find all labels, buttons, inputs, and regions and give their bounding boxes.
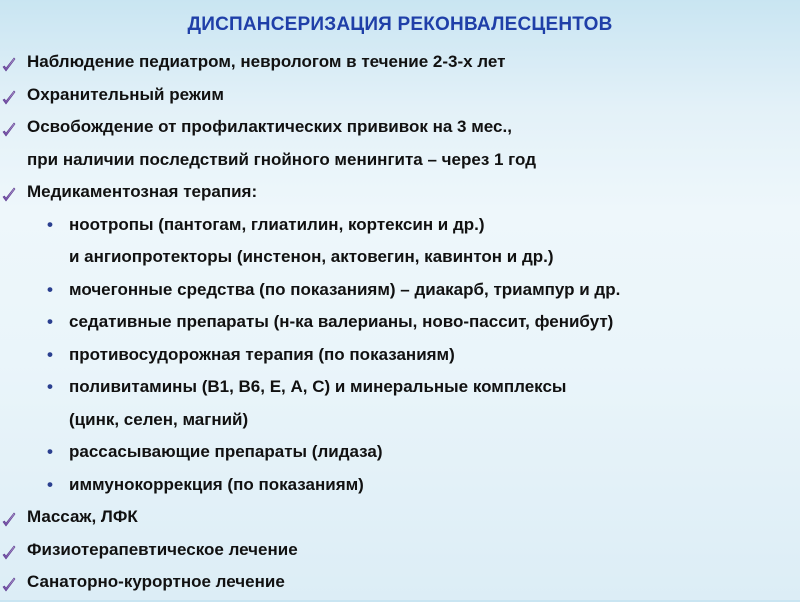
list-item-text: седативные препараты (н-ка валерианы, ново-пассит, фенибут)	[69, 312, 614, 331]
bullet-dot-icon: •	[47, 312, 53, 331]
list-item-text: мочегонные средства (по показаниям) – диакарб, триампур и др.	[69, 280, 621, 299]
list-item-text: Массаж, ЛФК	[27, 507, 138, 526]
bullet-dot-icon: •	[47, 475, 53, 494]
list-item-text: рассасывающие препараты (лидаза)	[69, 442, 383, 461]
checkmark-icon	[2, 574, 16, 590]
checkmark-icon	[2, 119, 16, 135]
checkmark-icon	[2, 509, 16, 525]
bullet-dot-icon: •	[47, 377, 53, 396]
list-item-text: Физиотерапевтическое лечение	[27, 540, 298, 559]
list-item-text: поливитамины (В1, В6, Е, А, С) и минеральные комплексы	[69, 377, 567, 396]
slide-title: ДИСПАНСЕРИЗАЦИЯ РЕКОНВАЛЕСЦЕНТОВ	[187, 14, 613, 35]
bullet-dot-icon: •	[47, 280, 53, 299]
list-item-text: противосудорожная терапия (по показаниям)	[69, 345, 455, 364]
list-item-text: Медикаментозная терапия:	[27, 182, 258, 201]
checkmark-icon	[2, 184, 16, 200]
checkmark-icon	[2, 87, 16, 103]
list-item-text: Санаторно-курортное лечение	[27, 572, 285, 591]
checkmark-icon	[2, 54, 16, 70]
list-item-text: Охранительный режим	[27, 85, 224, 104]
list-item-text: иммунокоррекция (по показаниям)	[69, 475, 364, 494]
list-item-text: и ангиопротекторы (инстенон, актовегин, кавинтон и др.)	[69, 247, 554, 266]
bullet-dot-icon: •	[47, 442, 53, 461]
list-item-text: при наличии последствий гнойного менингита – через 1 год	[27, 150, 536, 169]
list-item-text: ноотропы (пантогам, глиатилин, кортексин и др.)	[69, 215, 485, 234]
bullet-dot-icon: •	[47, 345, 53, 364]
list-item-text: Наблюдение педиатром, неврологом в течение 2-3-х лет	[27, 52, 506, 71]
list-item-text: (цинк, селен, магний)	[69, 410, 249, 429]
list-item-text: Освобождение от профилактических прививок на 3 мес.,	[27, 117, 512, 136]
bullet-dot-icon: •	[47, 215, 53, 234]
checkmark-icon	[2, 542, 16, 558]
